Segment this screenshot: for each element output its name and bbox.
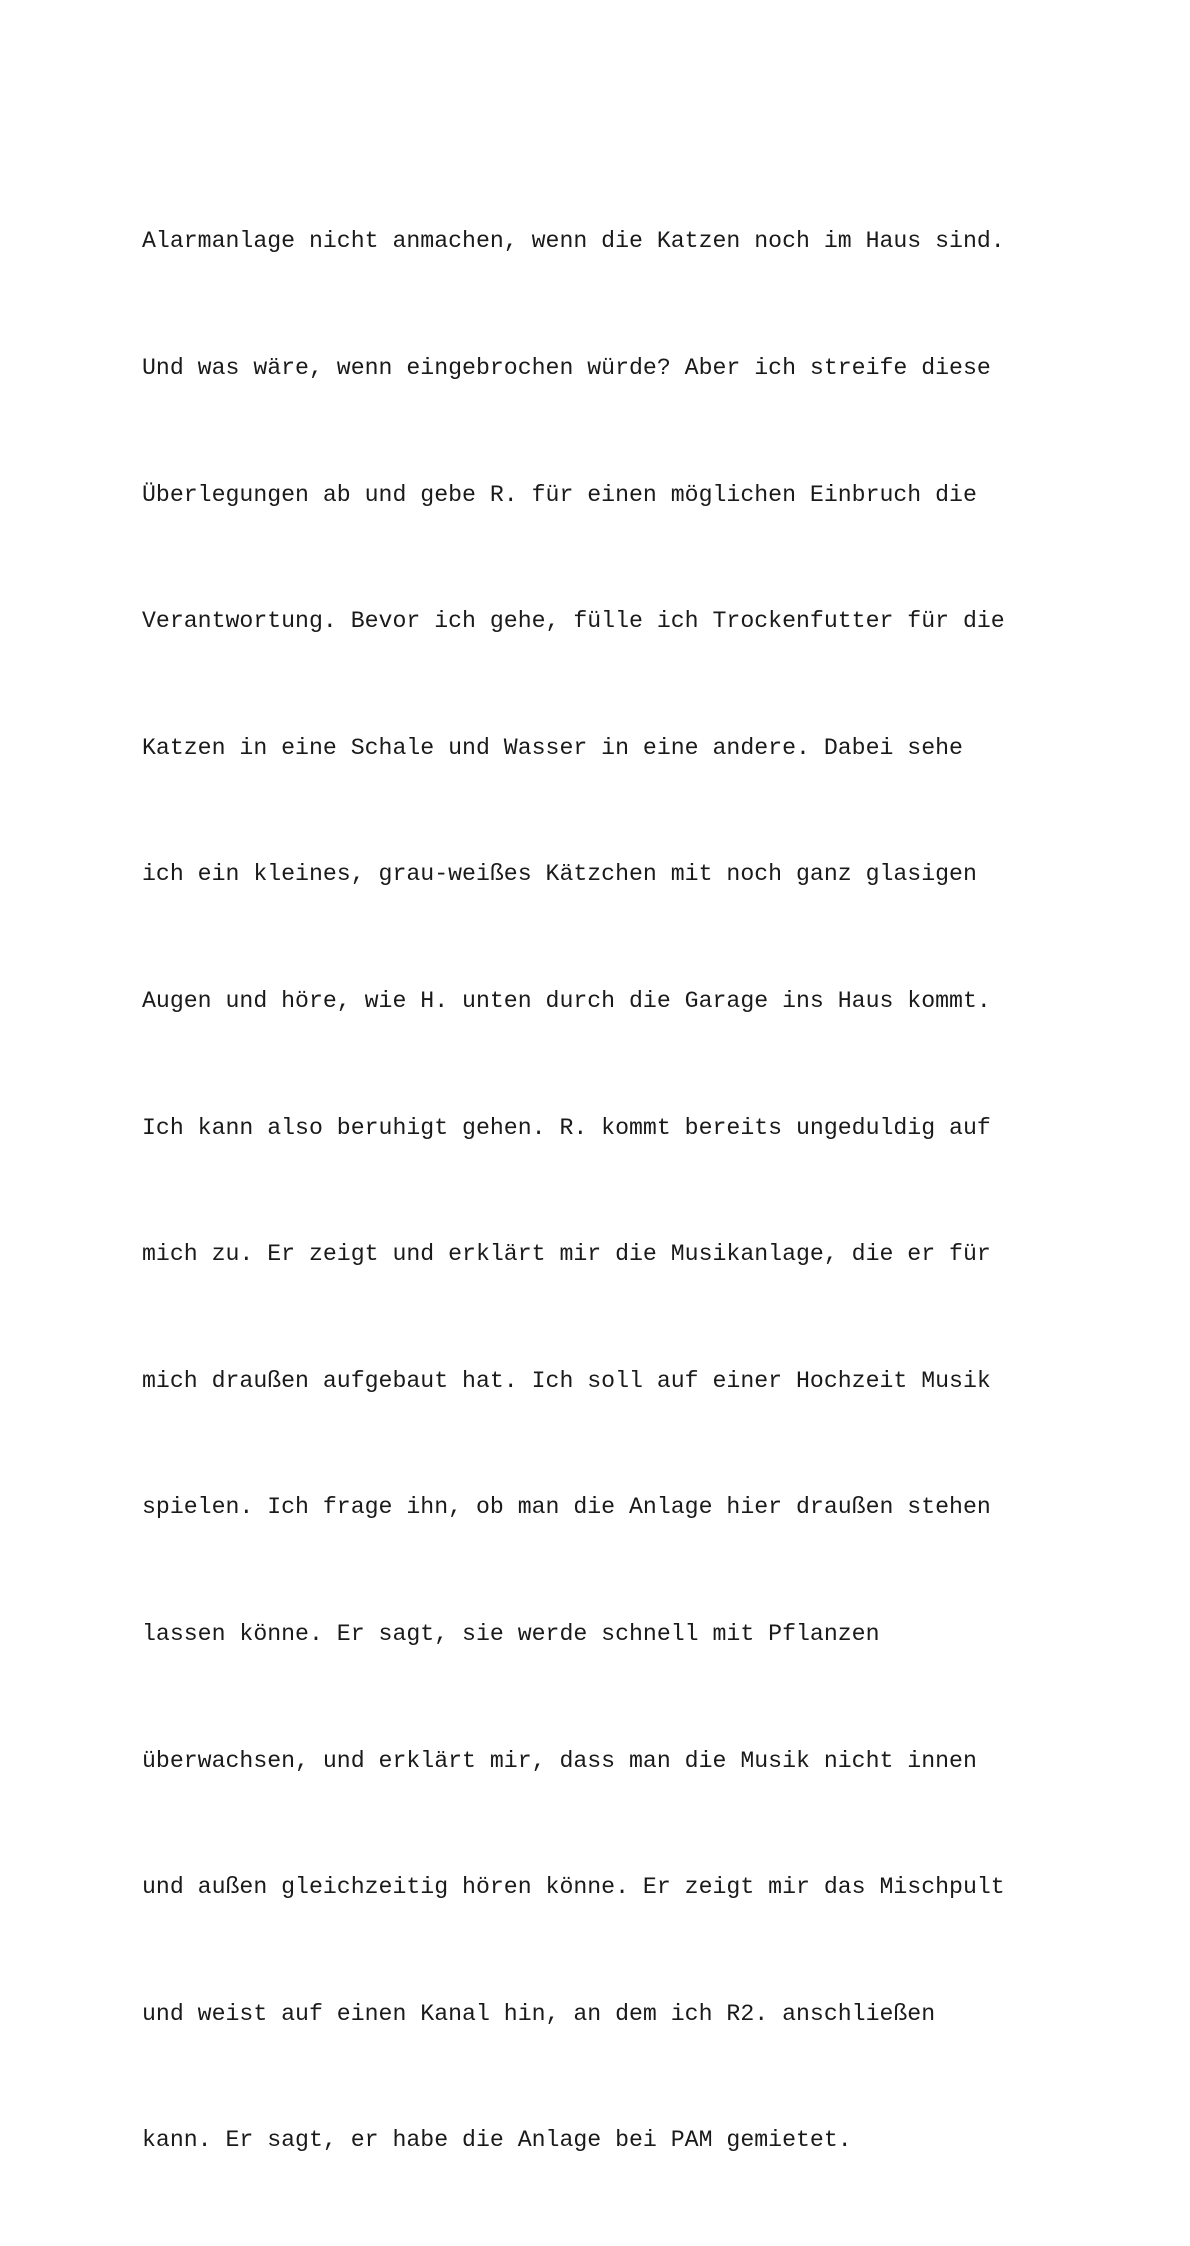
text-line: Überlegungen ab und gebe R. für einen möglichen Einbruch die	[142, 481, 977, 508]
text-line: und außen gleichzeitig hören könne. Er zeigt mir das Mischpult	[142, 1874, 1005, 1901]
text-line: ich ein kleines, grau-weißes Kätzchen mit noch ganz glasigen	[142, 861, 977, 888]
text-line: Katzen in eine Schale und Wasser in eine andere. Dabei sehe	[142, 734, 963, 761]
text-line: und weist auf einen Kanal hin, an dem ich R2. anschließen	[142, 2000, 936, 2027]
text-line: kann. Er sagt, er habe die Anlage bei PAM gemietet.	[142, 2127, 852, 2154]
text-line: Verantwortung. Bevor ich gehe, fülle ich Trockenfutter für die	[142, 608, 1005, 635]
text-line: lassen könne. Er sagt, sie werde schnell mit Pflanzen	[142, 1620, 880, 1647]
text-line: Ich kann also beruhigt gehen. R. kommt bereits ungeduldig auf	[142, 1114, 991, 1141]
text-line: mich draußen aufgebaut hat. Ich soll auf einer Hochzeit Musik	[142, 1367, 991, 1394]
text-line: spielen. Ich frage ihn, ob man die Anlage hier draußen stehen	[142, 1494, 991, 1521]
text-line: überwachsen, und erklärt mir, dass man die Musik nicht innen	[142, 1747, 977, 1774]
text-line: mich zu. Er zeigt und erklärt mir die Musikanlage, die er für	[142, 1241, 991, 1268]
text-line: Alarmanlage nicht anmachen, wenn die Katzen noch im Haus sind.	[142, 228, 1005, 255]
text-line: Und was wäre, wenn eingebrochen würde? Aber ich streife diese	[142, 355, 991, 381]
body-text	[142, 136, 1072, 2246]
text-line: Augen und höre, wie H. unten durch die Garage ins Haus kommt.	[142, 987, 991, 1014]
